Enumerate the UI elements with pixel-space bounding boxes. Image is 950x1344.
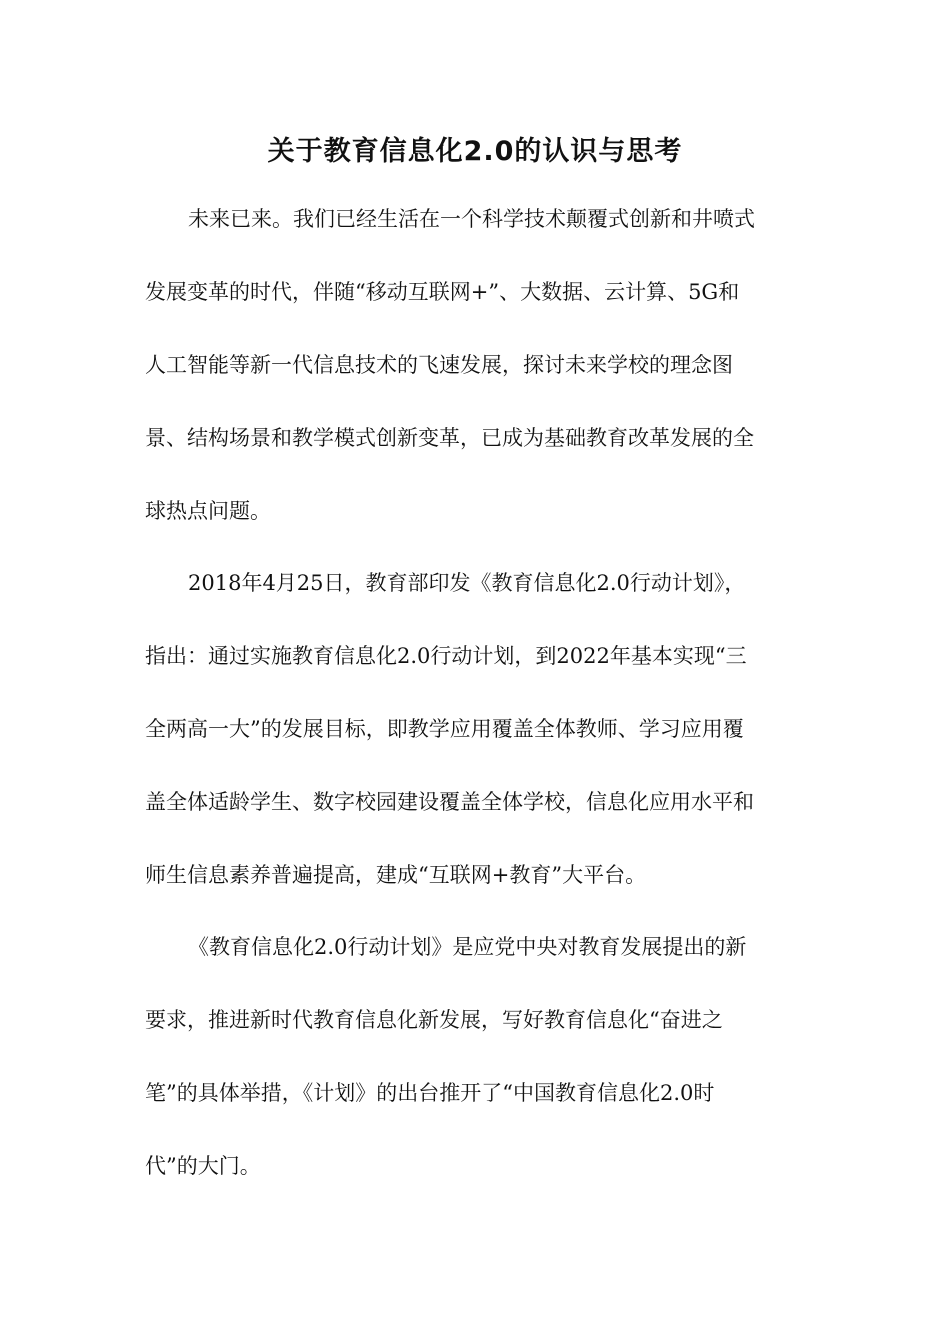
paragraph-line: 全两高一大”的发展目标，即教学应用覆盖全体教师、学习应用覆 — [145, 717, 744, 741]
paragraph-line: 笔”的具体举措，《计划》的出台推开了“中国教育信息化2.0时 — [145, 1081, 715, 1105]
document-title: 关于教育信息化2.0的认识与思考 — [267, 136, 683, 167]
paragraph-line: 盖全体适龄学生、数字校园建设覆盖全体学校，信息化应用水平和 — [145, 790, 754, 814]
paragraph-line: 2018年4月25日，教育部印发《教育信息化2.0行动计划》， — [188, 571, 746, 595]
paragraph-line: 《教育信息化2.0行动计划》是应党中央对教育发展提出的新 — [188, 935, 747, 959]
paragraph-line: 人工智能等新一代信息技术的飞速发展，探讨未来学校的理念图 — [145, 353, 733, 377]
paragraph-line: 未来已来。我们已经生活在一个科学技术颠覆式创新和井喷式 — [188, 207, 755, 231]
paragraph-line: 师生信息素养普遍提高，建成“互联网+教育”大平台。 — [145, 863, 647, 887]
paragraph-line: 要求，推进新时代教育信息化新发展，写好教育信息化“奋进之 — [145, 1008, 723, 1032]
paragraph-line: 发展变革的时代，伴随“移动互联网+”、大数据、云计算、5G和 — [145, 280, 740, 304]
paragraph-line: 球热点问题。 — [145, 499, 271, 523]
paragraph-line: 指出：通过实施教育信息化2.0行动计划，到2022年基本实现“三 — [145, 644, 747, 668]
paragraph-line: 景、结构场景和教学模式创新变革，已成为基础教育改革发展的全 — [145, 426, 754, 450]
paragraph-line: 代”的大门。 — [145, 1154, 261, 1178]
